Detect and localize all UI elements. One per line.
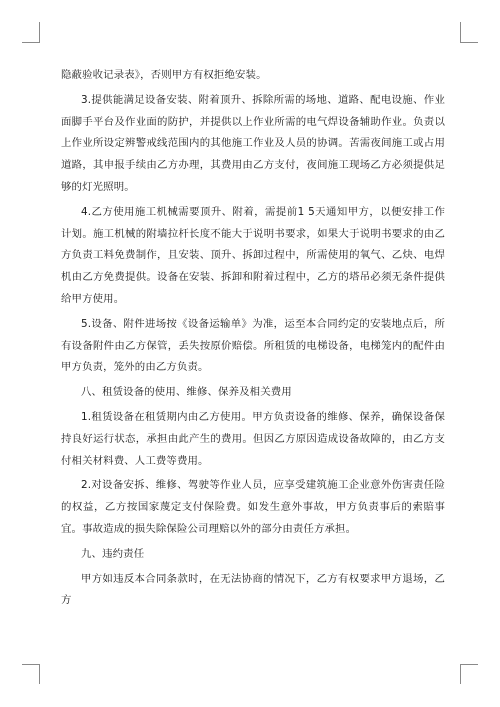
crop-mark-bottom-right-h bbox=[460, 664, 478, 665]
document-body bbox=[61, 65, 445, 615]
crop-mark-top-right-h bbox=[460, 42, 478, 43]
paragraph-item-3: 3.提供能满足设备安装、附着顶升、拆除所需的场地、道路、配电设施、作业面脚手平台及作业面的防护，并提供以上作业所需的电气焊设备辅助作业。负责以上作业所设定辨警戒线范围内的其他施工作业及人员的协调。苦需夜间施工或占用道路，其申报手续由乙方办理，其费用由乙方支付，夜间施工现场乙方必须提供足够的灯光照明。 bbox=[61, 93, 445, 193]
crop-mark-top-right-v bbox=[460, 22, 461, 42]
paragraph-section-8-item-1: 1.租赁设备在租赁期内由乙方使用。甲方负责设备的维修、保养，确保设备保持良好运行状态，承担由此产生的费用。但因乙方原因造成设备故障的，由乙方支付相关材料费、人工费等费用。 bbox=[61, 410, 445, 467]
section-heading-8: 八、租赁设备的使用、维修、保养及相关费用 bbox=[81, 386, 292, 399]
paragraph-item-4: 4.乙方使用施工机械需要顶升、附着，需提前1 5天通知甲方，以便安排工作计划。施工机械的附墙拉杆长度不能大于说明书要求，如果大于说明书要求的由乙方负责工料免费制作，且安装、顶升、拆卸过程中，所需使用的氧气、乙炔、电焊机由乙方免费提供。设备在安装、拆卸和附着过程中，乙方的塔吊必须无条件提供给甲方使用。 bbox=[61, 205, 445, 305]
paragraph-continuation: 隐蔽验收记录表》，否则甲方有权拒绝安装。 bbox=[61, 69, 267, 81]
paragraph-item-5: 5.设备、附件进场按《设备运输单》为准，运至本合同约定的安装地点后，所有设备附件由乙方保管，丢失按原价赔偿。所租赁的电梯设备，电梯笼内的配件由甲方负责，笼外的由乙方负责。 bbox=[61, 317, 445, 374]
crop-mark-top-left-v bbox=[39, 22, 40, 42]
crop-mark-top-left-h bbox=[22, 42, 40, 43]
crop-mark-bottom-left-v bbox=[39, 664, 40, 684]
crop-mark-bottom-right-v bbox=[460, 664, 461, 684]
section-heading-9: 九、违约责任 bbox=[81, 547, 145, 560]
paragraph-section-8-item-2: 2.对设备安拆、维修、驾驶等作业人员，应享受建筑施工企业意外伤害责任险的权益，乙方按国家蔑定支付保险费。如发生意外事故，甲方负责事后的索賠事宜。事故造成的损失除保险公司理赔以外的部分由责任方承担。 bbox=[61, 479, 445, 535]
paragraph-section-9-text: 甲方如违反本合同条款时，在无法协商的情况下，乙方有权要求甲方退场，乙方 bbox=[61, 572, 445, 607]
crop-mark-bottom-left-h bbox=[22, 664, 40, 665]
